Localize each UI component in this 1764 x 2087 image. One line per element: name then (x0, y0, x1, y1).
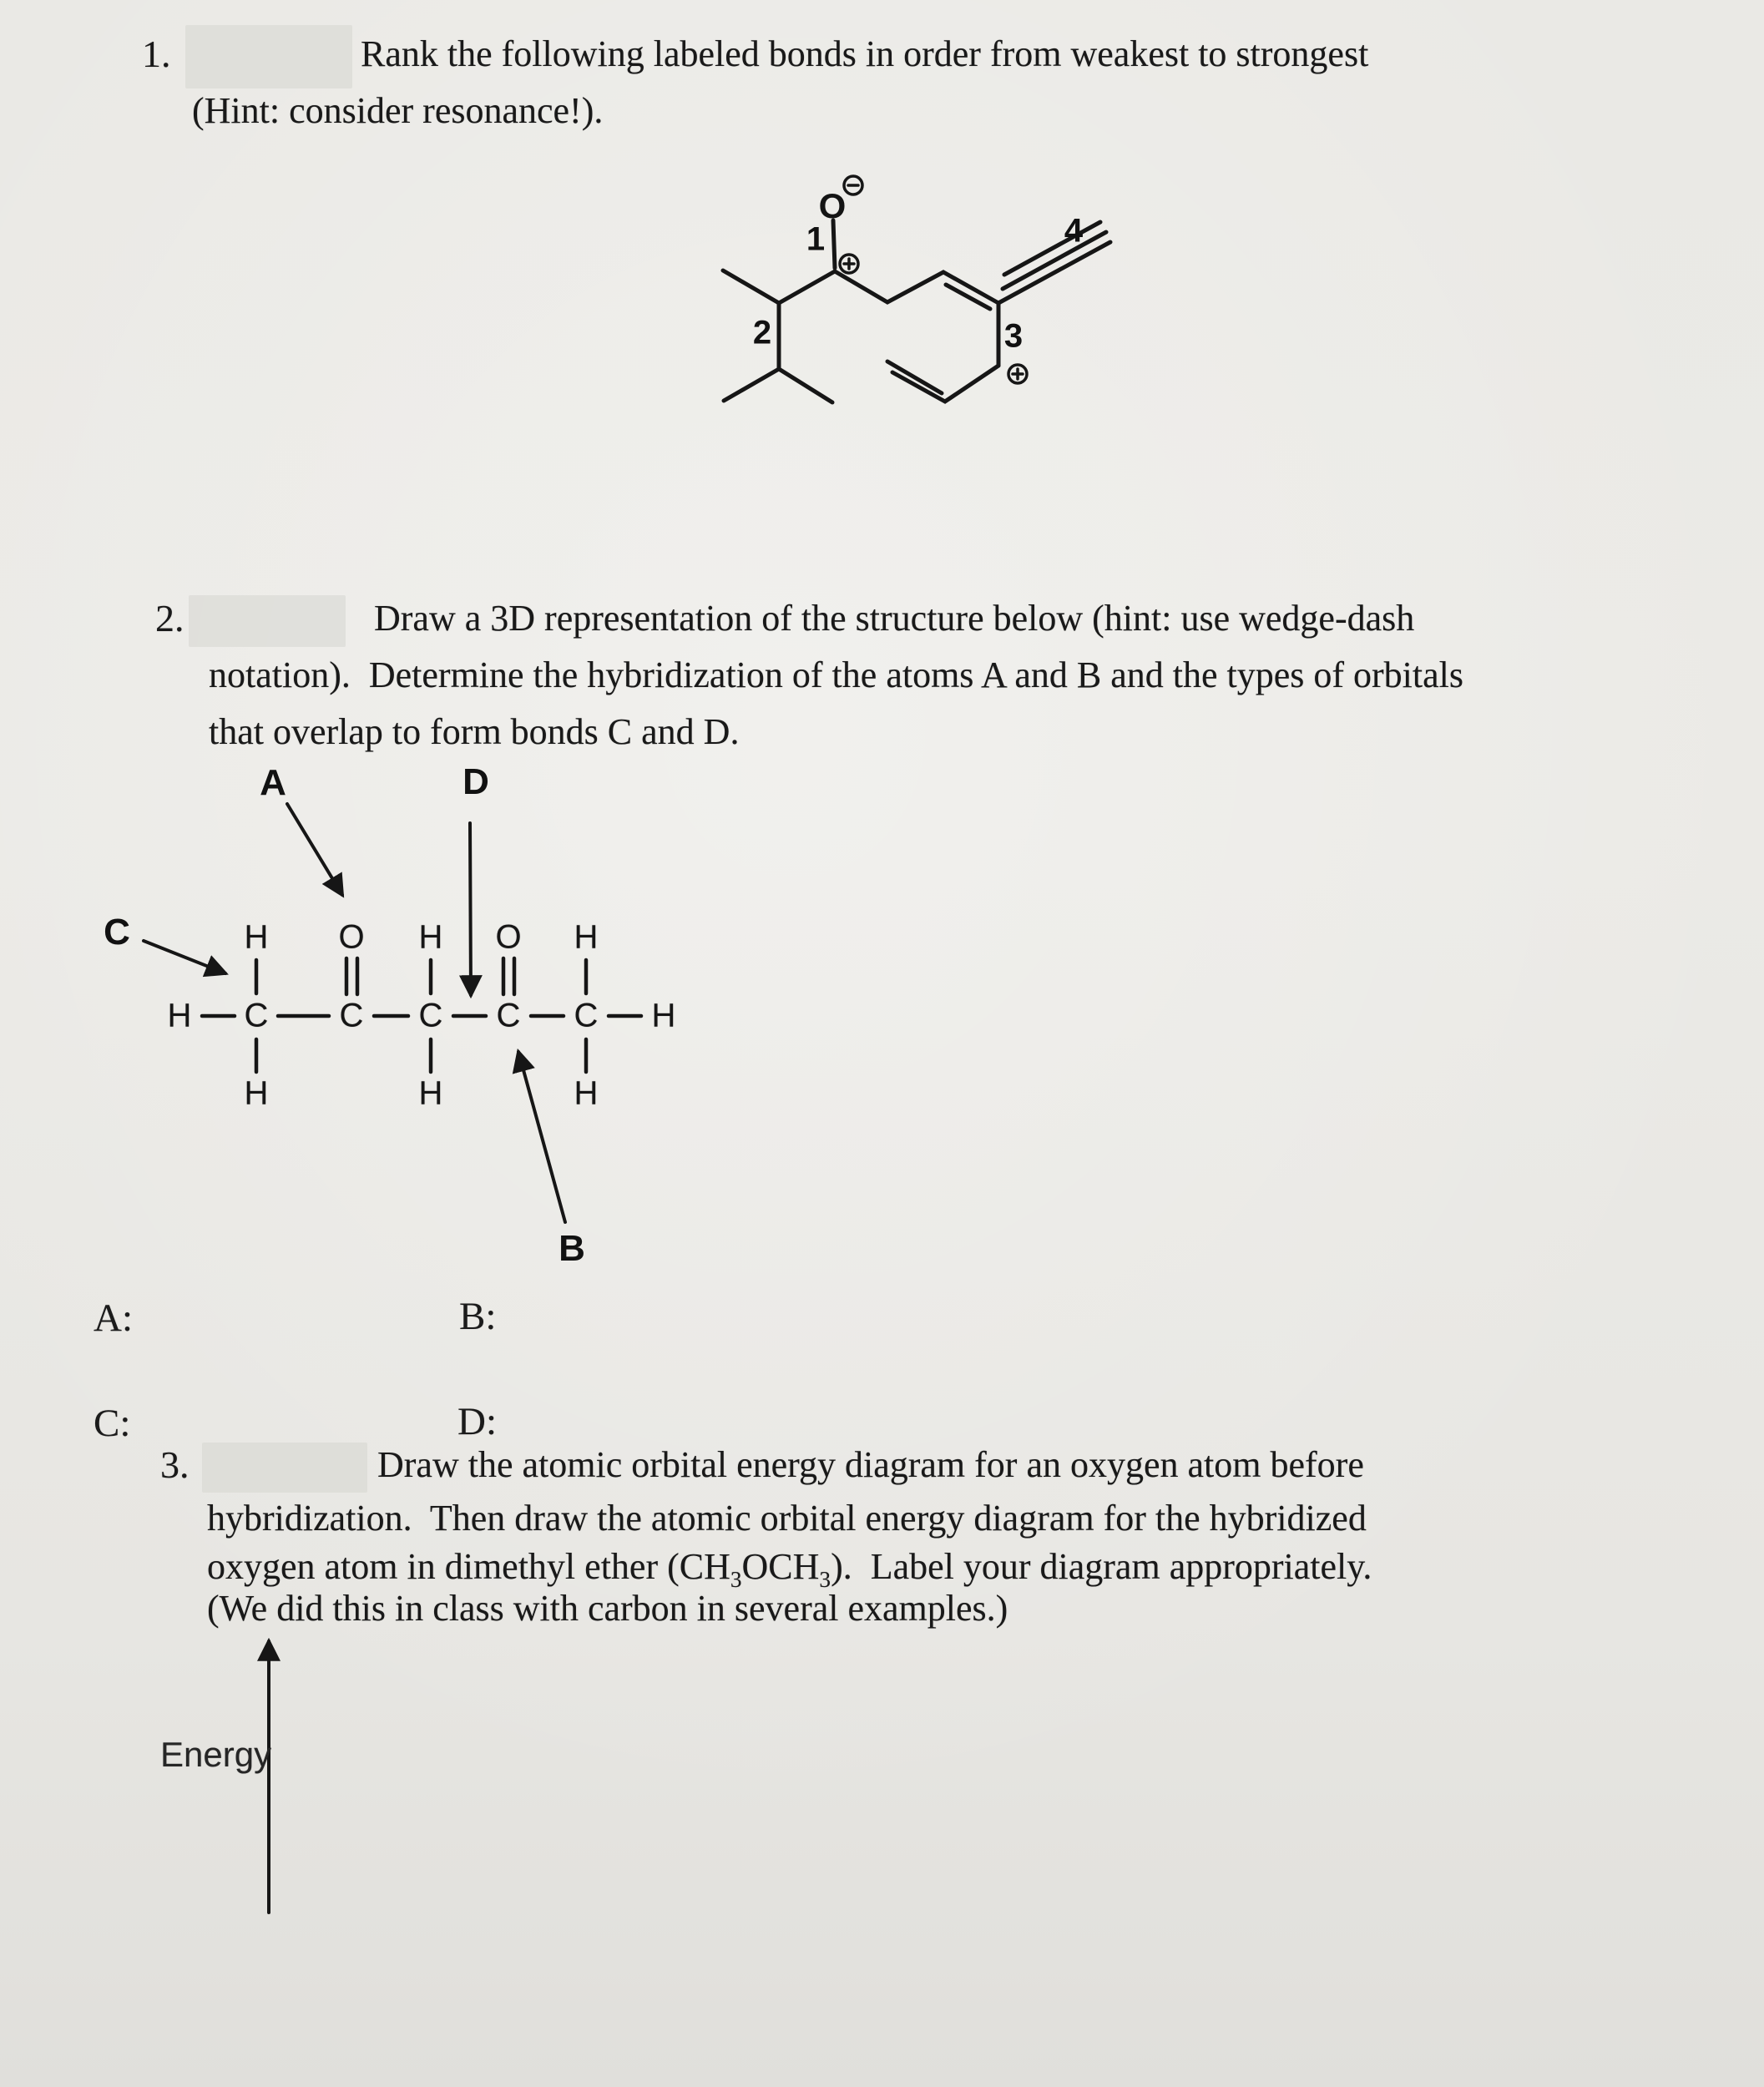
label-c-arrow (144, 941, 225, 973)
structure2-label-c: C (104, 912, 130, 953)
question-2-line-2: notation). Determine the hybridization of the atoms A and B and the types of orbitals (209, 654, 1464, 695)
atom-bottom-h2: H (418, 1074, 443, 1112)
structure1-vinyl-bond (892, 366, 998, 402)
atom-bottom-h3: H (574, 1074, 599, 1112)
question-1-hint-line: (Hint: consider resonance!). (192, 90, 604, 131)
atom-top-h3: H (574, 918, 599, 956)
lewis-double-bond-c4-o (503, 958, 514, 994)
plus-charge-icon (840, 255, 858, 273)
structure1-bond-label-4: 4 (1064, 212, 1084, 250)
question-3-line-4: (We did this in class with carbon in several examples.) (207, 1588, 1008, 1629)
atom-c3: C (418, 997, 443, 1034)
question-2-line-1: Draw a 3D representation of the structure below (hint: use wedge-dash (374, 598, 1415, 639)
atom-top-h1: H (244, 918, 269, 956)
atom-c1: C (244, 997, 269, 1034)
answer-blank-c: C: (94, 1402, 131, 1445)
structure1-bond-label-1: 1 (806, 220, 826, 258)
question-2-line-3: that overlap to form bonds C and D. (209, 711, 740, 752)
structure2-label-d: D (462, 761, 489, 802)
atom-top-o2: O (495, 918, 522, 956)
answer-blank-b: B: (459, 1295, 497, 1338)
q3-line3-part1: oxygen atom in dimethyl ether (CH (207, 1546, 730, 1587)
question-3-number: 3. (160, 1443, 190, 1486)
structure1-isopropyl-right (779, 369, 832, 402)
q3-line3-part3: ). Label your diagram appropriately. (831, 1546, 1372, 1587)
label-a-arrow (287, 804, 342, 895)
structure-1-skeleton (723, 220, 1110, 402)
atom-bottom-h1: H (244, 1074, 269, 1112)
answer-blank-a: A: (94, 1296, 133, 1340)
question-3-line-2: hybridization. Then draw the atomic orbital energy diagram for the hybridized (207, 1498, 1367, 1539)
structure1-isopropyl-left (724, 369, 779, 401)
lewis-double-bond-c2-o (346, 958, 357, 994)
structure1-chain-bond (723, 270, 835, 303)
atom-right-h: H (651, 997, 676, 1034)
structure1-vinyl-inner-line (887, 361, 942, 393)
question-3-line-1: Draw the atomic orbital energy diagram for an oxygen atom before (377, 1444, 1364, 1485)
atom-top-o1: O (338, 918, 365, 956)
plus-charge-icon (1008, 365, 1027, 383)
structure1-bond-label-3: 3 (1003, 317, 1024, 355)
atom-top-h2: H (418, 918, 443, 956)
structure1-bond-label-2: 2 (752, 314, 772, 351)
label-b-arrow (518, 1052, 565, 1222)
answer-blank-d: D: (457, 1400, 497, 1443)
minus-charge-icon (844, 176, 862, 195)
structure2-label-a: A (260, 762, 286, 803)
structure1-bond-1-c-o (833, 220, 835, 268)
atom-c4: C (496, 997, 521, 1034)
structure2-label-b: B (559, 1228, 585, 1269)
q3-line3-part2: OCH (741, 1546, 820, 1587)
atom-c5: C (574, 997, 599, 1034)
question-1-number: 1. (142, 33, 171, 75)
atom-left-h: H (167, 997, 192, 1034)
q3-line3-subscript-2: 3 (819, 1566, 831, 1592)
structure1-alkyne-triple-bond (998, 222, 1110, 303)
structure1-oxygen-atom-label: O (818, 186, 847, 225)
question-2-number: 2. (155, 597, 184, 639)
label-d-arrow (470, 823, 471, 995)
energy-axis-label: Energy (160, 1735, 272, 1774)
question-1-line-1: Rank the following labeled bonds in order from weakest to strongest (361, 33, 1369, 74)
atom-c2: C (339, 997, 364, 1034)
q3-line3-subscript-1: 3 (730, 1566, 742, 1592)
